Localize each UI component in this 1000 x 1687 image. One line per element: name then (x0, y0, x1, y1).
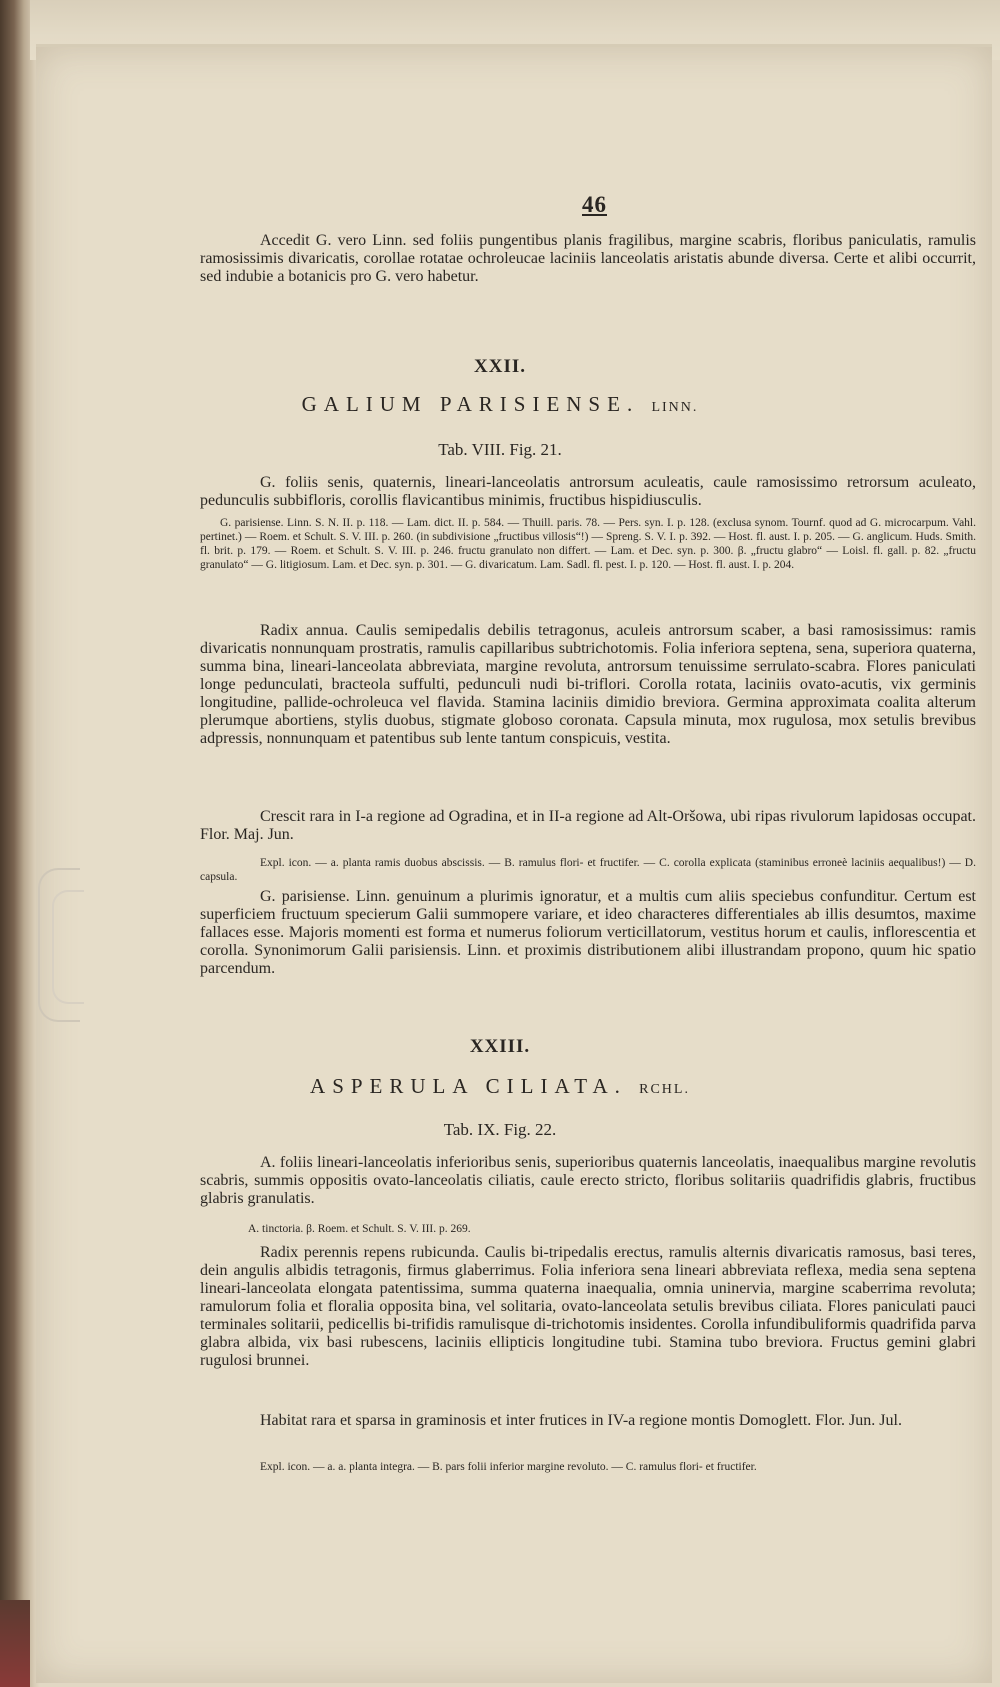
habitat-galium (200, 808, 976, 844)
binding-edge (0, 1600, 30, 1687)
species-title-galium (0, 392, 1000, 417)
intro-text: Accedit G. vero Linn. sed foliis pungentibus planis fragilibus, margine scabris, floribus paniculatis, ramulis ramosissimis divaricatis, corollae rotatae ochroleucae laciniis lanceolatis aristatis abunde diversa. Certe et alibi occurrit, sed indubie a botanicis pro G. vero habetur. (200, 232, 976, 285)
synonyms-galium (200, 516, 976, 572)
note-galium (200, 888, 976, 978)
description-asperula (200, 1244, 976, 1370)
icon-explanation-asperula (200, 1460, 976, 1474)
diagnosis-asperula (200, 1154, 976, 1208)
description-text: Radix annua. Caulis semipedalis debilis tetragonus, aculeis antrorsum scaber, a basi ramosissimus: ramis divaricatis nonnunquam prostratis, ramulis capillaribus subtrichotomis. Folia inferiora septena, sena, superiora quaterna, summa bina, lineari-lanceolata abbreviata, margine revoluta, antrorsum tenuissime serrulato-scabra. Flores paniculati longe pedunculati, bracteola suffulti, pedunculi nudi bi-triflori. Corolla rotata, laciniis ovato-acutis, vix germinis longitudine, pallide-ochroleuca vel flavida. Stamina laciniis dimidio breviora. Germina approximata coalita alterum plerumque abortiens, stylis duobus, stigmate globoso coronata. Capsula minuta, mox rugulosa, mox setulis brevibus adpressis, nonnunquam et patentibus sub lente tantum conspicuis, vestita. (200, 622, 976, 747)
plate-reference: Tab. VIII. Fig. 21. (438, 440, 562, 459)
page-number: 46 (582, 192, 607, 217)
icon-explanation-galium (200, 856, 976, 884)
synonyms-text: A. tinctoria. β. Roem. et Schult. S. V. III. p. 269. (248, 1223, 471, 1235)
synonyms-text: G. parisiense. Linn. S. N. II. p. 118. — Lam. dict. II. p. 584. — Thuill. paris. 78. — Pers. syn. I. p. 128. (exclusa synom. Tournf. quod ad G. microcarpum. Vahl. pertinet.) — Roem. et Schult. S. V. III. p. 260. (in subdivisione „fructibus villosis“!) — Spreng. S. V. I. p. 392. — Host. fl. aust. I. p. 205. — G. anglicum. Huds. Smith. fl. brit. p. 179. — Roem. et Schult. S. V. III. p. 246. fructu granulato non differt. — Lam. et Dec. syn. p. 300. β. „fructu glabro“ — Loisl. fl. gall. p. 82. „fructu granulato“ — G. litigiosum. Lam. et Dec. syn. p. 301. — G. divaricatum. Lam. Sadl. fl. pest. I. p. 120. — Host. fl. aust. I. p. 204. (200, 517, 976, 571)
synonyms-asperula (200, 1222, 976, 1236)
habitat-text: Habitat rara et sparsa in graminosis et inter frutices in IV-a regione montis Domoglett. Flor. Jun. Jul. (260, 1412, 902, 1429)
diagnosis-text: G. foliis senis, quaternis, lineari-lanceolatis antrorsum aculeatis, caule ramosissimo retrorsum aculeato, pedunculis subbifloris, corollis flavicantibus minimis, fructibus hispidiusculis. (200, 474, 976, 509)
diagnosis-galium (200, 474, 976, 510)
species-name: ASPERULA CILIATA. (310, 1074, 627, 1098)
intro-paragraph (200, 232, 976, 286)
plate-reference: Tab. IX. Fig. 22. (443, 1120, 557, 1139)
description-galium (200, 622, 976, 748)
species-author: RCHL. (639, 1082, 690, 1097)
habitat-text: Crescit rara in I-a regione ad Ogradina, et in II-a regione ad Alt-Oršowa, ubi ripas rivulorum lapidosas occupat. Flor. Maj. Jun. (200, 808, 976, 843)
icon-explanation-text: Expl. icon. — a. planta ramis duobus abscissis. — B. ramulus flori- et fructifer. — C. corolla explicata (staminibus erroneè laciniis aequalibus!) — D. capsula. (200, 857, 976, 883)
species-author: LINN. (651, 400, 699, 415)
section-numeral-xxiii: XXIII. (469, 1036, 531, 1057)
species-title-asperula (0, 1074, 1000, 1099)
note-text: G. parisiense. Linn. genuinum a plurimis ignoratur, et a multis cum aliis speciebus confunditur. Certum est superficiem fructuum specierum Galii summopere variare, et ideo characteres differentiales ab illis desumtos, maxime fallaces esse. Majoris momenti est forma et numerus foliorum verticillatorum, vestitus horum et caulis, inflorescentia et corolla. Synonimorum Galii parisiensis. Linn. et proximis distributionem alibi illustrandam propono, quum hic spatio parcendum. (200, 888, 976, 977)
species-name: GALIUM PARISIENSE. (301, 392, 640, 416)
description-text: Radix perennis repens rubicunda. Caulis bi-tripedalis erectus, ramulis alternis divaricatis ramosus, basi teres, dein angulis albidis tetragonis, firmus glaberrimus. Folia inferiora sena lineari abbreviata reflexa, media sena septena lineari-lanceolata elongata patentissima, summa quaterna inaequalia, omnia uninervia, margine scaberrima revoluta; ramulorum folia et floralia opposita bina, vel solitaria, ovato-lanceolata setulis brevibus ciliata. Flores paniculati pauci terminales solitarii, pedicellis bi-trifidis ramulisque di-trichotomis insidentes. Corolla infundibuliformis quadrifida parva glabra albida, vix basi rubescens, laciniis ellipticis longitudine tubi. Stamina tubo breviora. Fructus gemini glabri rugulosi brunnei. (200, 1244, 976, 1369)
icon-explanation-text: Expl. icon. — a. a. planta integra. — B. pars folii inferior margine revoluto. — C. ramulus flori- et fructifer. (260, 1461, 757, 1473)
diagnosis-text: A. foliis lineari-lanceolatis inferioribus senis, superioribus quaternis lanceolatis, inaequalibus margine revolutis scabris, summis oppositis ovato-lanceolatis ciliatis, caule erecto stricto, floribus solitariis quadrifidis glabris, fructibus glabris granulatis. (200, 1154, 976, 1207)
section-numeral-xxii: XXII. (474, 356, 526, 377)
paper-clip-inner-icon (52, 890, 84, 1004)
habitat-asperula (200, 1412, 976, 1430)
